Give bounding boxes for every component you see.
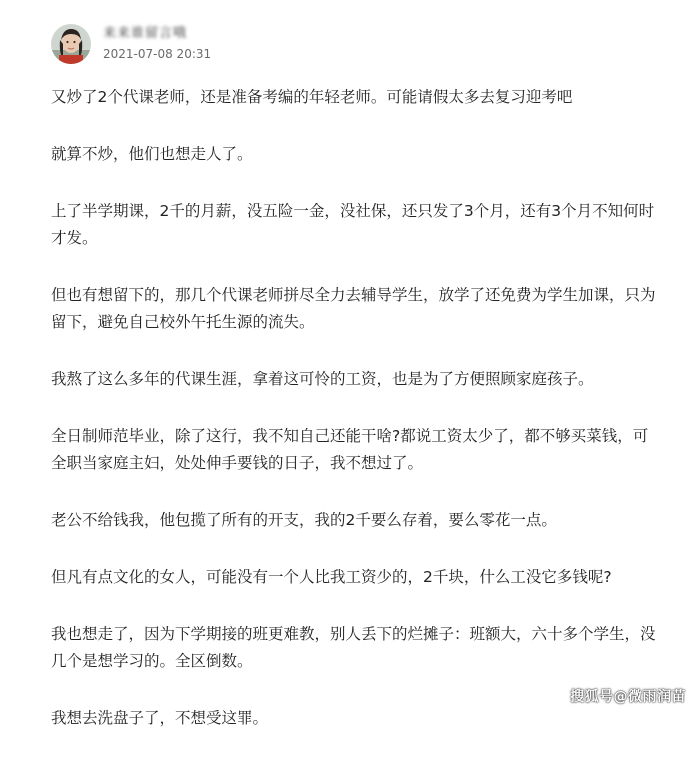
paragraph: 我也想走了，因为下学期接的班更难教，别人丢下的烂摊子：班额大，六十多个学生，没几个是想学习的。全区倒数。 xyxy=(51,625,656,670)
post-body xyxy=(51,84,661,762)
paragraph: 上了半学期课，2千的月薪，没五险一金，没社保，还只发了3个月，还有3个月不知何时才发。 xyxy=(51,202,655,247)
avatar-photo xyxy=(51,24,91,64)
post-header xyxy=(51,22,211,66)
paragraph: 我想去洗盘子了，不想受这罪。 xyxy=(51,709,269,727)
paragraph: 我熬了这么多年的代课生涯，拿着这可怜的工资，也是为了方便照顾家庭孩子。 xyxy=(51,370,594,388)
author-name[interactable]: 来来谁留言哦 xyxy=(103,26,188,41)
post-timestamp: 2021-07-08 20:31 xyxy=(103,47,212,61)
post-meta xyxy=(103,26,211,62)
paragraph: 全日制师范毕业，除了这行，我不知自己还能干啥?都说工资太少了，都不够买菜钱，可全职当家庭主妇，处处伸手要钱的日子，我不想过了。 xyxy=(51,427,649,472)
paragraph: 但凡有点文化的女人，可能没有一个人比我工资少的，2千块，什么工没它多钱呢? xyxy=(51,568,612,586)
avatar[interactable] xyxy=(51,24,91,64)
source-watermark: 搜狐号@微雨润苗 xyxy=(570,689,686,705)
paragraph: 就算不炒，他们也想走人了。 xyxy=(51,145,253,163)
paragraph: 又炒了2个代课老师，还是准备考编的年轻老师。可能请假太多去复习迎考吧 xyxy=(51,88,573,106)
paragraph: 老公不给钱我，他包揽了所有的开支，我的2千要么存着，要么零花一点。 xyxy=(51,511,557,529)
paragraph: 但也有想留下的，那几个代课老师拼尽全力去辅导学生，放学了还免费为学生加课，只为留下，避免自己校外午托生源的流失。 xyxy=(51,286,656,331)
